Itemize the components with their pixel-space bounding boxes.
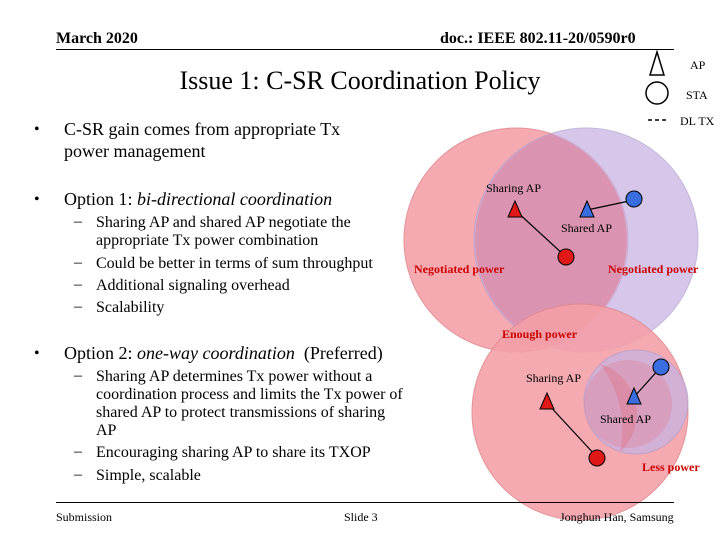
bullet3-heading (64, 342, 383, 364)
dash-marker: – (74, 466, 82, 483)
sta-icon-4 (653, 359, 669, 375)
bullet3-sub-4: Encouraging sharing AP to share its TXOP (96, 444, 371, 461)
dash-marker: – (74, 213, 82, 230)
bullet1-line1: C-SR gain comes from appropriate Tx (64, 119, 341, 139)
bullet2-sub-3: Additional signaling overhead (96, 277, 290, 294)
bullet3-sub-1: coordination process and limits the Tx power of (96, 386, 403, 403)
diagram1-negotiated-right: Negotiated power (608, 262, 699, 276)
bullet3-sub-0: Sharing AP determines Tx power without a (96, 368, 373, 385)
bullet1-line2: power management (64, 141, 206, 161)
bullet3-prefix: Option 2: (64, 343, 138, 363)
slide-title: Issue 1: C-SR Coordination Policy (179, 66, 541, 95)
dash-marker: – (74, 298, 82, 315)
bullet2-sub-2: Could be better in terms of sum throughput (96, 255, 373, 272)
diagram2-sharing-ap-label: Sharing AP (526, 371, 582, 385)
diagram1-sharing-ap-label: Sharing AP (486, 181, 542, 195)
bullet2-sub-0: Sharing AP and shared AP negotiate the (96, 214, 351, 231)
legend-dl-tx-label: DL TX (680, 114, 715, 128)
footer-slide-number: Slide 3 (344, 510, 378, 524)
bullet3-italic: one-way coordination (137, 343, 295, 363)
legend-ap-label: AP (690, 58, 706, 72)
sta-icon-2 (626, 191, 642, 207)
bullet3-suffix: (Preferred) (303, 343, 383, 363)
diagram1-negotiated-left: Negotiated power (414, 262, 505, 276)
bullet2-sub-4: Scalability (96, 299, 165, 316)
bullet3-sub-3: AP (96, 422, 117, 439)
diagram2-less-power: Less power (642, 460, 700, 474)
diagram2-shared-ap-label: Shared AP (600, 412, 651, 426)
bullet2-heading (64, 188, 332, 210)
legend-sta-icon (646, 82, 668, 104)
bullet-marker: • (34, 121, 40, 138)
bullet-marker: • (34, 345, 40, 362)
footer-submission: Submission (56, 510, 113, 524)
sta-icon-1 (558, 249, 574, 265)
bullet3-sub-2: shared AP to protect transmissions of sharing (96, 404, 386, 421)
bullet2-italic: bi-directional coordination (137, 189, 333, 209)
dash-marker: – (74, 254, 82, 271)
footer-author: Jonghun Han, Samsung (560, 510, 674, 524)
bullet3-sub-5: Simple, scalable (96, 467, 201, 484)
diagram1-shared-ap-label: Shared AP (561, 221, 612, 235)
bullet-marker: • (34, 191, 40, 208)
legend-ap-icon (650, 52, 664, 75)
legend-sta-label: STA (686, 88, 708, 102)
diagram2-enough-power: Enough power (502, 327, 578, 341)
dash-marker: – (74, 276, 82, 293)
dash-marker: – (74, 443, 82, 460)
sta-icon-3 (589, 450, 605, 466)
bullet2-prefix: Option 1: (64, 189, 138, 209)
header-doc-id: doc.: IEEE 802.11-20/0590r0 (440, 30, 636, 47)
footer-rule (56, 502, 674, 503)
bullet2-sub-1: appropriate Tx power combination (96, 232, 319, 249)
header-date: March 2020 (56, 30, 138, 47)
dash-marker: – (74, 367, 82, 384)
